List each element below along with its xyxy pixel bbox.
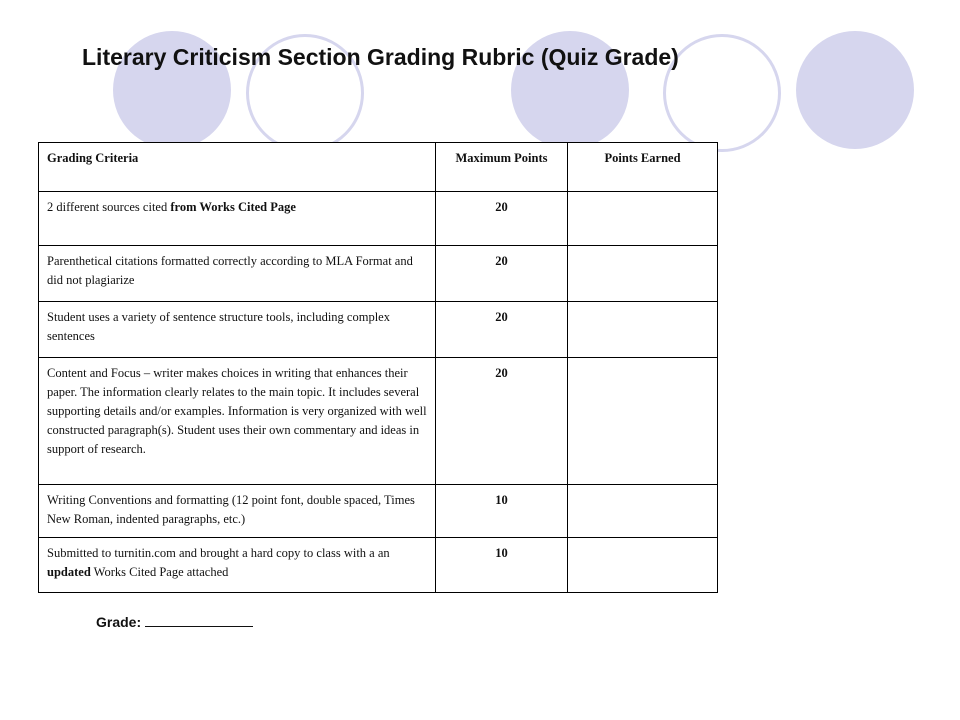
points-earned-cell [568, 246, 718, 302]
points-earned-cell [568, 192, 718, 246]
points-earned-cell [568, 538, 718, 593]
decorative-circle-3 [796, 31, 914, 149]
header-maximum-points: Maximum Points [436, 143, 568, 192]
table-row [39, 246, 718, 302]
table-row [39, 302, 718, 358]
criteria-cell: 2 different sources cited from Works Cited Page [39, 192, 436, 246]
grading-rubric-table [38, 142, 718, 593]
decorative-ring-2 [663, 34, 781, 152]
max-points-cell: 20 [436, 358, 568, 485]
max-points-cell: 20 [436, 246, 568, 302]
max-points-cell: 10 [436, 538, 568, 593]
grade-blank-line [145, 612, 253, 627]
header-grading-criteria: Grading Criteria [39, 143, 436, 192]
points-earned-cell [568, 485, 718, 538]
table-row [39, 358, 718, 485]
criteria-cell: Submitted to turnitin.com and brought a hard copy to class with a an updated Works Cited Page attached [39, 538, 436, 593]
grade-field [96, 612, 253, 630]
table-row [39, 538, 718, 593]
points-earned-cell [568, 302, 718, 358]
max-points-cell: 20 [436, 192, 568, 246]
table-header-row [39, 143, 718, 192]
criteria-cell: Student uses a variety of sentence structure tools, including complex sentences [39, 302, 436, 358]
points-earned-cell [568, 358, 718, 485]
page-title: Literary Criticism Section Grading Rubric (Quiz Grade) [82, 44, 679, 70]
max-points-cell: 10 [436, 485, 568, 538]
table-row [39, 485, 718, 538]
grade-label: Grade: [96, 614, 142, 630]
header-points-earned: Points Earned [568, 143, 718, 192]
criteria-cell: Parenthetical citations formatted correctly according to MLA Format and did not plagiarize [39, 246, 436, 302]
table-row [39, 192, 718, 246]
max-points-cell: 20 [436, 302, 568, 358]
criteria-cell: Content and Focus – writer makes choices in writing that enhances their paper. The information clearly relates to the main topic. It includes several supporting details and/or examples. Information is very organized with well constructed paragraph(s). Student uses their own commentary and ideas in support of research. [39, 358, 436, 485]
criteria-cell: Writing Conventions and formatting (12 point font, double spaced, Times New Roman, indented paragraphs, etc.) [39, 485, 436, 538]
